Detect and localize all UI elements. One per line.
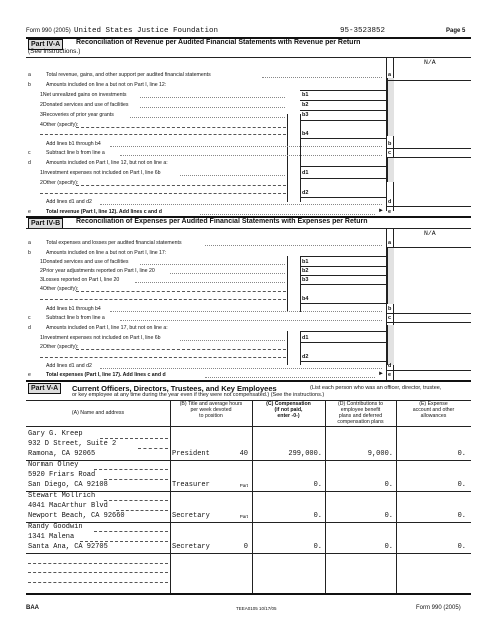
p4a-line-b-add: Add lines b1 through b4	[46, 141, 101, 147]
officer-4-title: Secretary	[172, 543, 210, 551]
p4a-b-letter: b	[28, 82, 31, 88]
part-5a-title: Current Officers, Directors, Trustees, and Key Employees	[72, 384, 277, 393]
p4a-line-a: Total revenue, gains, and other support per audited financial statements	[46, 72, 211, 78]
p4a-box-d2: d2	[302, 190, 309, 196]
footer-code: TEEA0105 10/17/05	[236, 606, 277, 611]
part-4b-label: Part IV-B	[28, 218, 63, 229]
col-d-header-4: compensation plans	[337, 419, 384, 425]
part-4a-title-note: (See instructions.)	[28, 48, 81, 55]
p4b-line-d1: 1Investment expenses not included on Part I, line 6b	[40, 335, 161, 341]
p4a-box-a: a	[388, 72, 392, 78]
officer-1-title: President	[172, 450, 210, 458]
p4a-box-c: c	[388, 150, 392, 156]
p4b-line-d-add: Add lines d1 and d2	[46, 363, 92, 369]
officer-2-expense: 0.	[457, 481, 466, 489]
officer-1-compensation: 299,000.	[288, 450, 322, 458]
officer-1-expense: 0.	[457, 450, 466, 458]
p4a-line-c: Subtract line b from line a	[46, 150, 105, 156]
p4b-line-d2: 2Other (specify):	[40, 344, 79, 350]
part-4a-label: Part IV-A	[28, 39, 63, 50]
officer-4-name: Randy Goodwin	[28, 523, 83, 531]
p4b-box-c: c	[388, 315, 392, 321]
p4a-line-b3: 3Recoveries of prior year grants	[40, 112, 114, 118]
officer-2-compensation: 0.	[313, 481, 322, 489]
p4b-box-e: e	[388, 372, 392, 378]
p4a-box-e: e	[388, 209, 392, 215]
footer-form: Form 990 (2005)	[416, 605, 461, 611]
officer-4-city: Santa Ana, CA 92705	[28, 543, 108, 551]
p4b-box-a: a	[388, 240, 392, 246]
officer-4-hours: 0	[243, 543, 248, 551]
col-c-header-3: enter -0-)	[277, 413, 300, 419]
p4a-box-b4: b4	[302, 131, 309, 137]
col-d-header-3: plans and deferred	[338, 413, 383, 419]
officer-4-compensation: 0.	[313, 543, 322, 551]
officer-3-expense: 0.	[457, 512, 466, 520]
part-5a-title-line2: or key employee at any time during the year even if they were not compensated.) (See the instructions.)	[72, 392, 325, 398]
form-id: Form 990 (2005)	[26, 28, 71, 34]
p4a-line-e: Total revenue (Part I, line 12). Add lines c and d	[46, 209, 162, 215]
p4b-line-b4: 4Other (specify):	[40, 286, 79, 292]
col-b-header-2: per week devoted	[190, 407, 232, 413]
page-number: Page 5	[446, 28, 466, 34]
p4a-line-d-add: Add lines d1 and d2	[46, 199, 92, 205]
p4a-box-d1: d1	[302, 170, 309, 176]
arrow-right-icon: ►	[378, 208, 384, 214]
part-4b-na: N/A	[424, 230, 436, 237]
officer-4-contributions: 0.	[384, 543, 393, 551]
p4b-line-b2: 2Prior year adjustments reported on Part I, line 20	[40, 268, 155, 274]
part-5a-title-note: (List each person who was an officer, director, trustee,	[310, 385, 442, 391]
col-e-header-3: allowances	[420, 413, 447, 419]
p4a-box-b1: b1	[302, 92, 309, 98]
col-c-header-1: (C) Compensation	[266, 401, 311, 407]
officer-2-city: San Diego, CA 92108	[28, 481, 108, 489]
officer-1-hours: 40	[239, 450, 248, 458]
officer-3-address: 4041 MacArthur Blvd	[28, 502, 108, 510]
p4b-e-letter: e	[28, 372, 31, 378]
officer-1-address: 932 D Street, Suite 2	[28, 440, 117, 448]
col-b-header-1: (B) Title and average hours	[179, 401, 243, 407]
p4b-line-b3: 3Losses reported on Part I, line 20	[40, 277, 120, 283]
col-d-header-1: (D) Contributions to	[338, 401, 383, 407]
part-4b-title: Reconciliation of Expenses per Audited Financial Statements with Expenses per Return	[76, 218, 368, 225]
p4a-line-b: Amounts included on line a but not on Part I, line 12:	[46, 82, 167, 88]
p4b-line-b1: 1Donated services and use of facilities	[40, 259, 129, 265]
p4b-box-d: d	[388, 363, 392, 369]
footer-baa: BAA	[26, 605, 39, 611]
part-4a-title: Reconciliation of Revenue per Audited Financial Statements with Revenue per Return	[76, 39, 361, 46]
p4a-box-d: d	[388, 199, 392, 205]
p4b-box-b3: b3	[302, 277, 309, 283]
p4b-line-c: Subtract line b from line a	[46, 315, 105, 321]
p4a-box-b: b	[388, 141, 392, 147]
officer-3-compensation: 0.	[313, 512, 322, 520]
p4b-b-letter: b	[28, 250, 31, 256]
officer-2-contributions: 0.	[384, 481, 393, 489]
p4b-a-letter: a	[28, 240, 31, 246]
p4b-box-d1: d1	[302, 335, 309, 341]
officer-3-city: Newport Beach, CA 92660	[28, 512, 125, 520]
part-5a-label: Part V-A	[28, 383, 61, 394]
officer-3-name: Stewart Mollrich	[28, 492, 96, 500]
col-e-header-1: (E) Expense	[419, 401, 448, 407]
p4b-box-b4: b4	[302, 296, 309, 302]
p4b-box-b1: b1	[302, 259, 309, 265]
officer-2-title: Treasurer	[172, 481, 210, 489]
p4a-line-b4: 4Other (specify):	[40, 122, 79, 128]
p4a-d-letter: d	[28, 160, 31, 166]
col-b-header-3: to position	[199, 413, 223, 419]
p4a-line-d2: 2Other (specify):	[40, 180, 79, 186]
col-d-header-2: employee benefit	[340, 407, 381, 413]
p4b-box-b2: b2	[302, 268, 309, 274]
officer-3-title: Secretary	[172, 512, 210, 520]
officer-1-contributions: 9,000.	[367, 450, 393, 458]
p4b-box-d2: d2	[302, 354, 309, 360]
part-4a-na: N/A	[424, 59, 436, 66]
officer-2-name: Norman Olney	[28, 461, 79, 469]
officer-1-name: Gary G. Kreep	[28, 430, 83, 438]
officer-4-address: 1341 Malena	[28, 533, 75, 541]
p4a-line-b1: 1Net unrealized gains on investments	[40, 92, 127, 98]
p4b-box-b: b	[388, 306, 392, 312]
ein: 95-3523852	[340, 27, 386, 35]
p4a-box-b3: b3	[302, 112, 309, 118]
p4a-e-letter: e	[28, 209, 31, 215]
p4a-box-b2: b2	[302, 102, 309, 108]
p4b-line-a: Total expenses and losses per audited financial statements	[46, 240, 182, 246]
p4b-c-letter: c	[28, 315, 31, 321]
officer-3-contributions: 0.	[384, 512, 393, 520]
arrow-right-icon: ►	[378, 371, 384, 377]
col-e-header-2: account and other	[412, 407, 455, 413]
officer-3-hours: Part	[239, 514, 248, 519]
col-c-header-2: (if not paid,	[274, 407, 303, 413]
officer-2-hours: Part	[239, 483, 248, 488]
p4b-line-d: Amounts included on Part I, line 17, but not on line a:	[46, 325, 168, 331]
p4a-line-b2: 2Donated services and use of facilities	[40, 102, 129, 108]
col-a-header: (A) Name and address	[71, 410, 125, 416]
p4b-line-b: Amounts included on line a but not on Part I, line 17:	[46, 250, 167, 256]
officer-2-address: 5920 Friars Road	[28, 471, 96, 479]
p4b-d-letter: d	[28, 325, 31, 331]
p4b-line-b-add: Add lines b1 through b4	[46, 306, 101, 312]
officer-1-city: Ramona, CA 92065	[28, 450, 96, 458]
p4b-line-e: Total expenses (Part I, line 17). Add lines c and d	[46, 372, 166, 378]
officer-4-expense: 0.	[457, 543, 466, 551]
p4a-line-d: Amounts included on Part I, line 12, but not on line a:	[46, 160, 168, 166]
organization-name: United States Justice Foundation	[74, 27, 219, 35]
p4a-a-letter: a	[28, 72, 31, 78]
p4a-line-d1: 1Investment expenses not included on Part I, line 6b	[40, 170, 161, 176]
p4a-c-letter: c	[28, 150, 31, 156]
